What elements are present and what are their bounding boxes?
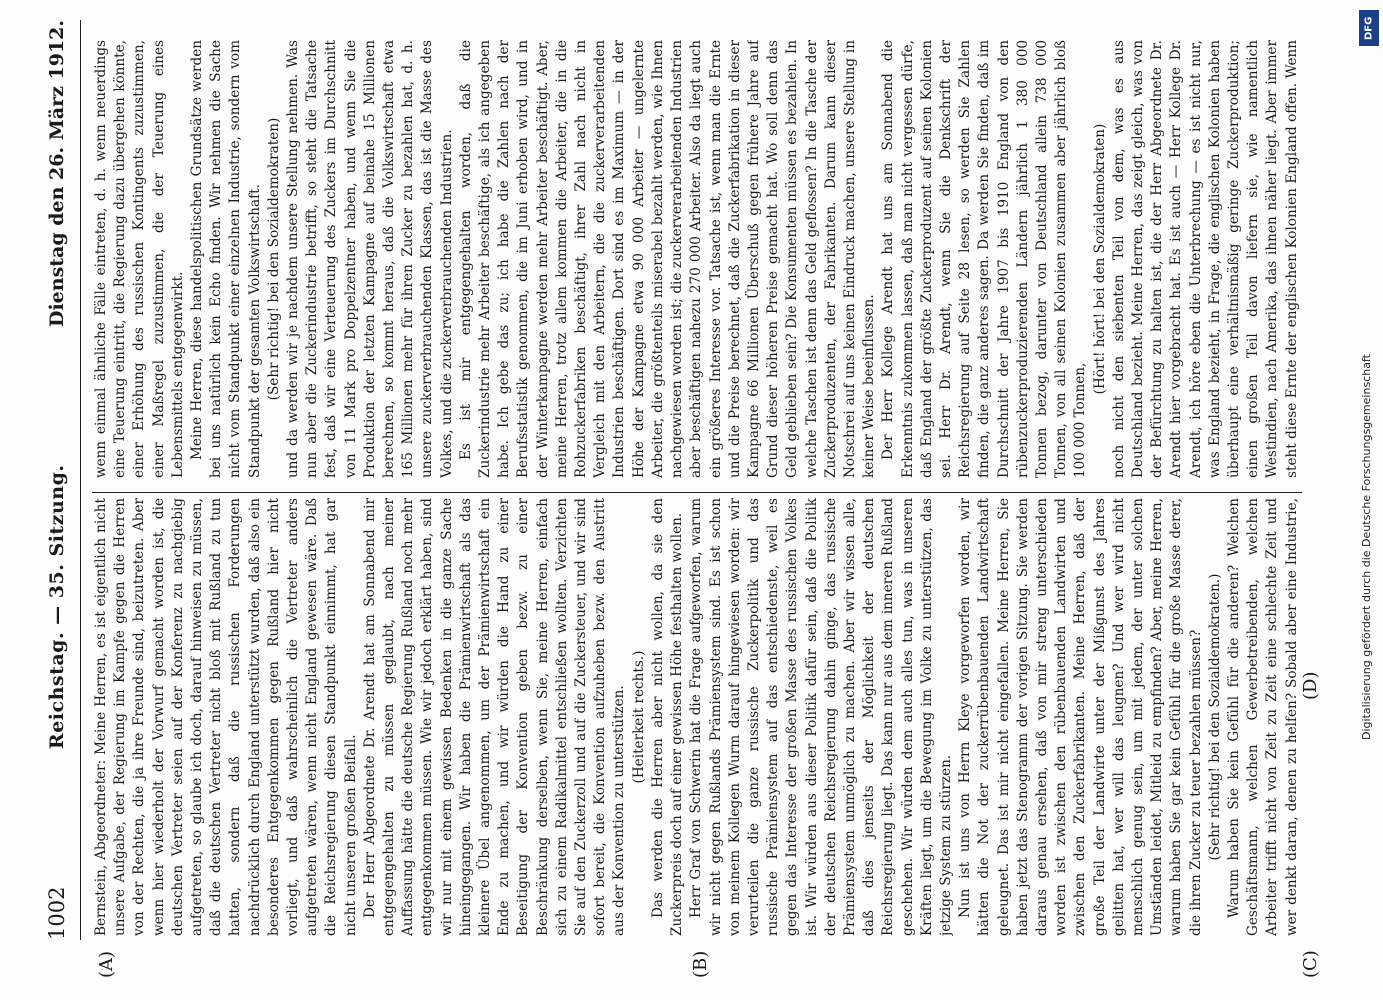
paragraph: Es ist mir entgegengehalten worden, daß die Zuckerindustrie mehr Arbeiter beschäftige, als ich angegeben habe. Ich gebe das zu; ich habe die Zahlen nach der Berufsstatistik genommen, die im Juni erhoben wird, und in der Winterkampagne werden mehr Arbeiter beschäftigt. Aber, meine Herren, trotz allem kommen die Arbeiter, die in die Rohzuckerfabriken beschäftigt, ihrer Zahl nach nicht in Vergleich mit den Arbeitern, die die zuckerverarbeitenden Industrien beschäftigen. Dort sind es im Maximum — in der Höhe der Kampagne etwa 90 000 Arbeiter — ungelernte Arbeiter, die größtenteils miserabel bezahlt werden, wie Ihnen nachgewiesen worden ist; die zuckerverarbeitenden Industrien aber beschäftigen nahezu 270 000 Arbeiter. Also da liegt auch ein größeres Interesse vor. Tatsache ist, wenn man die Ernte und die Preise berechnet, daß die Zuckerfabrikation in dieser Kampagne 66 Millionen Überschuß gegen frühere Jahre auf Grund dieser höheren Preise gemacht hat. Wo soll denn das Geld geblieben sein? Die Konsumenten müssen es bezahlen. In welche Taschen ist denn das Geld geflossen? In die Tasche der Zuckerproduzenten, der Fabrikanten. Darum kann dieser Notschrei auf uns keinen Eindruck machen, unsere Stellung in keiner Weise beeinflussen.: [457, 40, 878, 478]
credit-strip: [1356, 0, 1383, 1000]
margin-mark-a: (A): [96, 950, 117, 978]
paragraph: noch nicht den siebenten Teil von dem, was es aus Deutschland bezieht. Meine Herren, das zeigt gleich, was von der Befürchtung zu halten ist, die der Herr Abgeordnete Dr. Arendt hier vorgebracht hat. Es ist auch — Herr Kollege Dr. Arendt, ich höre eben die Unterbrechung — es ist nicht nur, was England bezieht, in Frage, die englischen Kolonien haben überhaupt eine verhältnismäßig geringe Zuckerproduktion; einen großen Teil davon liefern sie, wie namentlich Westindien, nach Amerika, das ihnen näher liegt. Aber immer steht diese Ernte der englischen Kolonien England offen. Wenn: [1110, 40, 1300, 478]
credit-text: Digitalisierung gefördert durch die Deutsche Forschungsgemeinschaft: [1360, 354, 1373, 740]
dfg-logo: DFG: [1359, 10, 1379, 46]
interjection: (Sehr richtig! bei den Sozialdemokraten): [265, 117, 282, 401]
paragraph: Nun ist uns von Herrn Kleye vorgeworfen worden, wir hätten die Not der zuckerrübenbauenden Landwirtschaft geleugnet. Das ist mir nicht eingefallen. Meine Herren, Sie haben jetzt das Stenogramm der vorigen Sitzung. Sie werden daraus genau ersehen, daß von mir streng unterschieden worden ist zwischen den rübenbauenden Landwirten und zwischen den Zuckerfabrikanten. Meine Herren, daß der große Teil der Landwirte unter der Mißgunst des Jahres gelitten hat, wer will das leugnen? Und wer wird nicht menschlich genug sein, um mit jedem, der unter solchen Umständen leidet, Mitleid zu empfinden? Aber, meine Herren, warum haben Sie gar kein Gefühl für die große Masse derer, die ihren Zucker zu teuer bezahlen müssen?: [957, 498, 1204, 936]
paragraph: Das werden die Herren aber nicht wollen, da sie den Zuckerpreis doch auf einer gewissen Höhe festhalten wollen.: [649, 498, 686, 936]
paragraph: Herr Graf von Schwerin hat die Frage aufgeworfen, warum wir nicht gegen Rußlands Prämiensystem sind. Es ist schon von meinem Kollegen Wurm darauf hingewiesen worden: wir verurteilen die ganze russische Zuckerpolitik und das russische Prämiensystem auf das entschiedenste, weil es gegen das Interesse der großen Masse des russischen Volkes ist. Wir würden aus dieser Politik dafür sein, daß die Politik der deutschen Reichsregierung dahin ginge, das russische Prämiensystem unmöglich zu machen. Aber wir wissen alle, daß dies jenseits der Möglichkeit der deutschen Reichsregierung liegt. Das kann nur aus dem inneren Rußland geschehen. Wir würden dem auch alles tun, was in unseren Kräften liegt, um die Bewegung im Volke zu unterstützen, das jetzige System zu stürzen.: [688, 498, 954, 936]
paragraph: Der Herr Abgeordnete Dr. Arendt hat am Sonnabend mir entgegengehalten zu müssen geglaubt, nach meiner Auffassung hätte die deutsche Regierung Rußland noch mehr entgegenkommen müssen. Wie wir jedoch erklärt haben, sind wir nur mit einem gewissen Bedenken in die ganze Sache hineingegangen. Wir haben die Prämienwirtschaft als das kleinere Übel angenommen, um der Prämienwirtschaft ein Ende zu machen, und wir würden die Hand zu einer Beseitigung der Konvention geben bezw. zu einer Beschränkung derselben, wenn Sie, meine Herren, einfach sich zu einem Radikalmittel entschließen wollten. Verzichten Sie auf den Zuckerzoll und auf die Zuckersteuer, und wir sind sofort bereit, die Konvention aufzuheben bezw. den Austritt aus der Konvention zu unterstützen.: [361, 498, 628, 936]
page-number: 1002: [45, 886, 69, 940]
header-rule: [80, 20, 81, 940]
margin-mark-b: (B): [690, 950, 711, 978]
paragraph: Meine Herren, diese handelspolitischen Grundsätze werden bei uns natürlich kein Echo finden. Wir nehmen die Sache nicht vom Standpunkt einer einzelnen Industrie, sondern vom Standpunkt der gesamten Volkswirtschaft.: [189, 40, 263, 478]
left-column: [92, 498, 1302, 936]
interjection: (Hört! hört! bei den Sozialdemokraten): [1091, 123, 1108, 395]
paragraph: Der Herr Kollege Arendt hat uns am Sonnabend die Erkenntnis zukommen lassen, daß man nicht vergessen dürfe, daß England der größte Zuckerproduzent auf seinen Kolonien sei. Herr Dr. Arendt, wenn Sie die Denkschrift der Reichsregierung auf Seite 28 lesen, so werden Sie Zahlen finden, die ganz anderes sagen. Da werden Sie finden, daß im Durchschnitt der Jahre 1907 bis 1910 England von den rübenzuckerproduzierenden Ländern jährlich 1 380 000 Tonnen bezog, darunter von Deutschland allein 738 000 Tonnen, von all seinen Kolonien zusammen aber jährlich bloß 100 000 Tonnen,: [880, 40, 1089, 478]
column-divider: [92, 492, 1302, 493]
paragraph: Warum haben Sie kein Gefühl für die anderen? Welchen Geschäftsmann, welchen Gewerbetreibenden, welchen Arbeiter trifft nicht von Zeit zu Zeit eine schlechte Zeit und wer denkt daran, denen zu helfen? Sobald aber eine Industrie,: [1225, 498, 1300, 936]
page-header: [40, 20, 74, 940]
interjection: (Heiterkeit rechts.): [630, 650, 647, 784]
paragraph: wenn einmal ähnliche Fälle eintreten, d. h. wenn neuerdings eine Teuerung eintritt, die Regierung dazu übergehen könnte, einer Erhöhung des russischen Kontingents zuzustimmen, einer Maßregel zuzustimmen, die der Teuerung eines Lebensmittels entgegenwirkt.: [93, 40, 186, 478]
session-date: Dienstag den 26. März 1912.: [46, 20, 68, 328]
paragraph: und da werden wir je nachdem unsere Stellung nehmen. Was nun aber die Zuckerindustrie betrifft, so steht die Tatsache fest, daß wir eine Verteuerung des Zuckers im Durchschnitt von 11 Mark pro Doppelzentner haben, und wenn Sie die Produktion der letzten Kampagne auf beinahe 15 Millionen berechnen, so kommt heraus, daß die Volkswirtschaft etwa 165 Millionen mehr für ihren Zucker zu bezahlen hat, d. h. unsere zuckerverbrauchenden Klassen, das ist die Masse des Volkes, und die zuckerverbrauchenden Industrien.: [285, 40, 455, 478]
session-title: Reichstag. — 35. Sitzung.: [46, 464, 68, 750]
margin-mark-d: (D): [1300, 671, 1321, 700]
right-column: [92, 40, 1302, 478]
margin-mark-c: (C): [1300, 950, 1321, 978]
interjection: (Sehr richtig! bei den Sozialdemokraten.): [1206, 573, 1223, 861]
paragraph: Bernstein, Abgeordneter: Meine Herren, es ist eigentlich nicht unsere Aufgabe, der Regierung im Kampfe gegen die Herren von der Rechten, die ja ihre Freunde sind, beizutreten. Aber wenn hier wiederholt der Vorwurf gemacht worden ist, die deutschen Vertreter seien auf der Konferenz zu nachgiebig aufgetreten, so glaube ich doch, darauf hinweisen zu müssen, daß die deutschen Vertreter nicht bloß mit Rußland zu tun hatten, sondern daß die russischen Forderungen nachdrücklich durch England unterstützt wurden, daß also ein besonderes Entgegenkommen gegen Rußland hier nicht vorliegt, und daß wahrscheinlich die Vertreter anders aufgetreten wären, wenn nicht England gewesen wäre. Daß die Reichsregierung diesen Standpunkt einnimmt, hat gar nicht unseren großen Beifall.: [93, 498, 359, 936]
